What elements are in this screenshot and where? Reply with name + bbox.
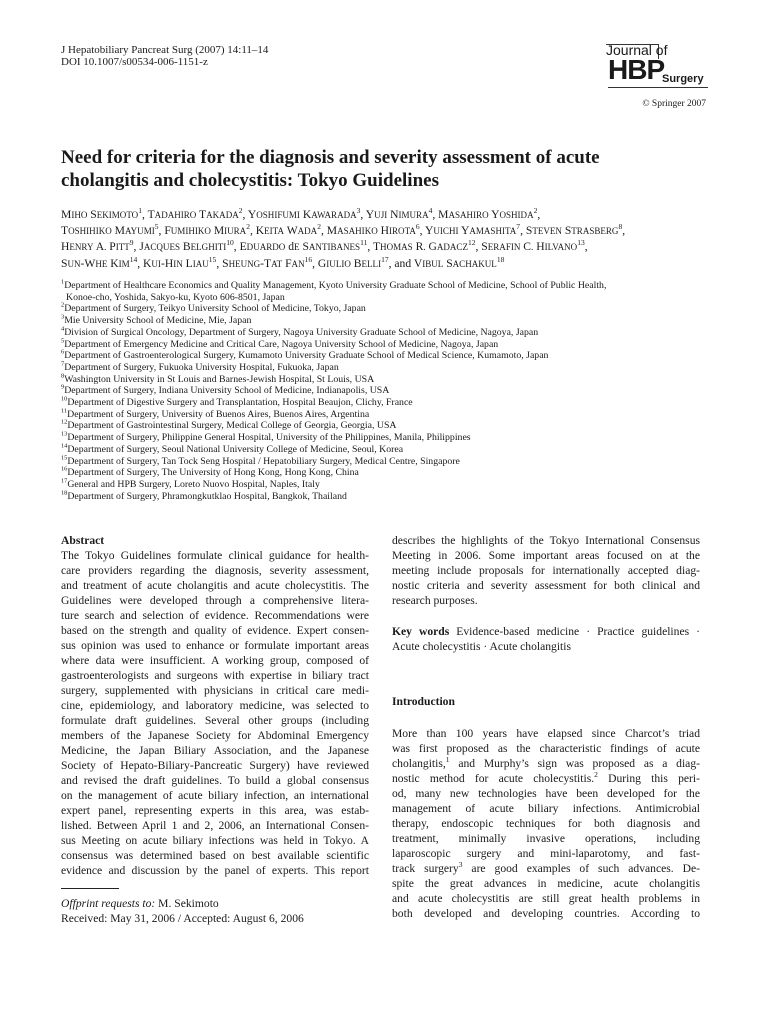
offprint-label: Offprint requests to: bbox=[61, 897, 156, 910]
author-affiliation-number: 15 bbox=[208, 254, 217, 264]
affiliation-number: 5 bbox=[61, 337, 65, 345]
text-line: cine, epidemiology, and laboratory medicine, was selected to bbox=[61, 699, 369, 712]
abstract-continued bbox=[392, 533, 700, 654]
affiliation-number: 3 bbox=[61, 313, 65, 321]
affiliation-number: 6 bbox=[61, 348, 65, 356]
affiliation-number: 18 bbox=[61, 489, 68, 497]
text-line: lished. Between April 1 and 2, 2006, an International Consen- bbox=[61, 819, 369, 832]
received-line: Received: May 31, 2006 / Accepted: August 6, 2006 bbox=[61, 912, 304, 925]
footnote bbox=[61, 896, 304, 926]
text-line: Meeting in 2006. Some important areas focused on at the bbox=[392, 549, 700, 562]
author-name: EDUARDO dE SANTIBANES$^{11}$ bbox=[239, 238, 368, 254]
journal-logo bbox=[606, 43, 706, 93]
text-line: treatment, minimally invasive operations, including bbox=[392, 832, 700, 845]
affiliation bbox=[61, 467, 721, 479]
keywords-line-2: Acute cholecystitis · Acute cholangitis bbox=[392, 640, 572, 653]
affiliation bbox=[61, 315, 721, 327]
logo-underline bbox=[608, 87, 708, 88]
author-affiliation-number: 6 bbox=[415, 222, 420, 232]
author-list bbox=[61, 207, 711, 272]
affiliation-number: 15 bbox=[61, 454, 68, 462]
author-affiliation-number: 5 bbox=[154, 222, 159, 232]
text-line: and treatment of acute cholangitis and acute cholecystitis. The bbox=[61, 579, 369, 592]
author-line: TOSHIHIKO MAYUMI$^5$, FUMIHIKO MIURA$^2$, KEITA WADA$^2$, MASAHIKO HIROTA$^6$, YUICHI YAMASHITA$^7$, STEVEN STRASBERG$^8$, bbox=[61, 222, 626, 238]
offprint-line bbox=[61, 896, 304, 911]
author-affiliation-number: 3 bbox=[356, 206, 361, 216]
logo-hbp: HBP bbox=[608, 54, 665, 85]
affiliation-text: Department of Surgery, Phramongkutklao Hospital, Bangkok, Thailand bbox=[67, 490, 347, 502]
affiliation-text: Department of Surgery, Tan Tock Seng Hospital / Hepatobiliary Surgery, Medical Centre, Singapore bbox=[67, 455, 460, 467]
author-line: HENRY A. PITT$^9$, JACQUES BELGHITI$^{10}$, EDUARDO dE SANTIBANES$^{11}$, THOMAS R. GADACZ$^{12}$, SERAFIN C. HILVANO$^{13}$, bbox=[61, 238, 588, 254]
affiliation-text: Mie University School of Medicine, Mie, Japan bbox=[64, 315, 252, 327]
author-name: STEVEN STRASBERG$^8$ bbox=[525, 222, 623, 238]
author-affiliation-number: 2 bbox=[317, 222, 321, 232]
text-line: describes the highlights of the Tokyo International Consensus bbox=[392, 534, 700, 547]
reference-number: 3 bbox=[458, 860, 463, 870]
keywords bbox=[392, 624, 700, 654]
text-line: nostic criteria and severity assessment for both clinical and bbox=[392, 579, 700, 592]
author-name: TADAHIRO TAKADA$^2$ bbox=[147, 206, 243, 221]
affiliation-text: Department of Surgery, Indiana University School of Medicine, Indianapolis, USA bbox=[64, 385, 390, 397]
reference-number: 2 bbox=[594, 770, 598, 780]
introduction-heading: Introduction bbox=[392, 695, 455, 708]
affiliation-text: Department of Emergency Medicine and Critical Care, Nagoya University School of Medicine, Nagoya, Japan bbox=[64, 338, 499, 350]
author-name: YUJI NIMURA$^4$ bbox=[365, 206, 433, 221]
author-affiliation-number: 2 bbox=[238, 206, 243, 216]
abstract-continued-body bbox=[392, 533, 700, 608]
affiliation-number: 14 bbox=[61, 442, 68, 450]
author-affiliation-number: 9 bbox=[129, 238, 134, 248]
author-name: KUI-HIN LIAU$^{15}$ bbox=[143, 254, 217, 270]
text-line: and acute cholecystitis are still great health problems in bbox=[392, 892, 700, 905]
author-name: YUICHI YAMASHITA$^7$ bbox=[425, 222, 521, 238]
affiliation bbox=[61, 409, 721, 421]
text-line: evidence and discussion by the panel of experts. This report bbox=[61, 864, 369, 877]
text-line: both developed and developing countries. According to bbox=[392, 907, 700, 920]
author-affiliation-number: 13 bbox=[577, 238, 585, 248]
author-affiliation-number: 16 bbox=[304, 254, 313, 264]
affiliation-number: 1 bbox=[61, 278, 65, 286]
affiliation-list bbox=[61, 280, 721, 502]
affiliation-number: 9 bbox=[61, 384, 65, 392]
author-affiliation-number: 1 bbox=[138, 206, 142, 216]
text-line: care providers regarding the diagnosis, severity assessment, bbox=[61, 564, 369, 577]
affiliation-number: 12 bbox=[61, 419, 68, 427]
affiliation-number: 10 bbox=[61, 395, 68, 403]
affiliation-number: 11 bbox=[61, 407, 68, 415]
affiliation bbox=[61, 362, 721, 374]
affiliation-text: Department of Surgery, University of Buenos Aires, Buenos Aires, Argentina bbox=[67, 408, 370, 420]
affiliation bbox=[61, 397, 721, 409]
text-line: was first proposed as the characteristic findings of acute bbox=[392, 742, 700, 755]
text-line: management of acute biliary infections. Antimicrobial bbox=[392, 802, 700, 815]
author-name: MASAHIRO YOSHIDA$^2$ bbox=[438, 206, 538, 221]
text-line: sus opinion was used to enhance or formulate important areas bbox=[61, 639, 369, 652]
citation: J Hepatobiliary Pancreat Surg (2007) 14:11–14 bbox=[61, 44, 269, 56]
author-name: THOMAS R. GADACZ$^{12}$ bbox=[372, 238, 476, 254]
keywords-line-1: Evidence-based medicine · Practice guidelines · bbox=[456, 625, 700, 638]
author-name: KEITA WADA$^2$ bbox=[255, 222, 321, 238]
author-affiliation-number: 14 bbox=[129, 254, 138, 264]
text-line: spite the great advances in medicine, acute cholangitis bbox=[392, 877, 700, 890]
text-line: Guidelines were developed through a comprehensive litera- bbox=[61, 594, 369, 607]
affiliation-number: 13 bbox=[61, 430, 68, 438]
author-name: HENRY A. PITT$^9$ bbox=[61, 238, 134, 254]
affiliation-text: Department of Healthcare Economics and Quality Management, Kyoto University Graduate School of Medicine, School of Public Health, bbox=[64, 280, 607, 291]
text-line: on the management of acute biliary infection, an international bbox=[61, 789, 369, 802]
introduction-body bbox=[392, 726, 700, 921]
text-line: and revised the draft guidelines. To build a global consensus bbox=[61, 774, 369, 787]
author-affiliation-number: 4 bbox=[428, 206, 433, 216]
text-line: More than 100 years have elapsed since Charcot’s triad bbox=[392, 727, 700, 740]
affiliation bbox=[61, 444, 721, 456]
keywords-label: Key words bbox=[392, 625, 450, 638]
copyright: © Springer 2007 bbox=[642, 99, 706, 109]
affiliation-text: Division of Surgical Oncology, Department of Surgery, Nagoya University Graduate School of Medicine, Nagoya, Japan bbox=[64, 326, 539, 338]
affiliation bbox=[61, 327, 721, 339]
affiliation bbox=[61, 303, 721, 315]
text-line: based on the strength and quality of evidence. Expert consen- bbox=[61, 624, 369, 637]
journal-header bbox=[61, 44, 268, 68]
author-affiliation-number: 2 bbox=[533, 206, 538, 216]
text-line: formulate draft guidelines. Several other groups (including bbox=[61, 714, 369, 727]
affiliation-text: Department of Surgery, Teikyo University School of Medicine, Tokyo, Japan bbox=[64, 303, 366, 315]
affiliation-text: Department of Surgery, The University of Hong Kong, Hong Kong, China bbox=[67, 467, 359, 479]
title-line-1: Need for criteria for the diagnosis and severity assessment of acute bbox=[61, 147, 600, 168]
affiliation-text: Department of Gastrointestinal Surgery, Medical College of Georgia, Georgia, USA bbox=[67, 420, 397, 432]
logo-surgery: Surgery bbox=[662, 73, 704, 85]
reference-number: 1 bbox=[445, 755, 450, 765]
affiliation-text: Washington University in St Louis and Barnes-Jewish Hospital, St Louis, USA bbox=[64, 373, 375, 385]
author-name: TOSHIHIKO MAYUMI$^5$ bbox=[61, 222, 159, 238]
text-line: meeting include proposals for internationally accepted diag- bbox=[392, 564, 700, 577]
affiliation-text: Department of Surgery, Fukuoka University Hospital, Fukuoka, Japan bbox=[64, 361, 339, 373]
affiliation bbox=[61, 479, 721, 491]
author-affiliation-number: 2 bbox=[246, 222, 250, 232]
affiliation-number: 16 bbox=[61, 465, 68, 473]
offprint-name: M. Sekimoto bbox=[158, 897, 219, 910]
affiliation-text: General and HPB Surgery, Loreto Nuovo Hospital, Naples, Italy bbox=[67, 478, 320, 490]
affiliation bbox=[61, 350, 721, 362]
author-name: JACQUES BELGHITI$^{10}$ bbox=[139, 238, 234, 254]
author-name: SERAFIN C. HILVANO$^{13}$ bbox=[481, 238, 585, 254]
affiliation bbox=[61, 374, 721, 386]
author-affiliation-number: 8 bbox=[618, 222, 623, 232]
author-name: SHEUNG-TAT FAN$^{16}$ bbox=[222, 254, 313, 270]
affiliation-text: Department of Gastroenterological Surgery, Kumamoto University Graduate School of Medical Science, Kumamoto, Japan bbox=[64, 350, 549, 362]
text-line: od, many new technologies have been developed for the bbox=[392, 787, 700, 800]
affiliation bbox=[61, 385, 721, 397]
affiliation bbox=[61, 420, 721, 432]
text-line: The Tokyo Guidelines formulate clinical guidance for health- bbox=[61, 549, 369, 562]
text-line: ture search and selection of evidence. Recommendations were bbox=[61, 609, 369, 622]
text-line: cholangitis,$^1$ and Murphy’s sign was proposed as a diag- bbox=[392, 755, 700, 770]
text-line: nostic method for acute cholecystitis.$^2$ During this peri- bbox=[392, 770, 700, 785]
abstract-section bbox=[61, 533, 369, 878]
abstract-body bbox=[61, 548, 369, 878]
text-line: Medicine, the Japan Biliary Association, and the Japanese bbox=[61, 744, 369, 757]
author-affiliation-number: 12 bbox=[467, 238, 476, 248]
affiliation bbox=[61, 432, 721, 444]
text-line: track surgery$^3$ are good examples of such advances. De- bbox=[392, 860, 700, 875]
author-name: SUN-WHE KIM$^{14}$ bbox=[61, 254, 138, 270]
abstract-heading: Abstract bbox=[61, 534, 105, 547]
footnote-rule bbox=[61, 888, 119, 889]
title-line-2: cholangitis and cholecystitis: Tokyo Guidelines bbox=[61, 170, 439, 191]
text-line: therapy, endoscopic techniques for both diagnosis and bbox=[392, 817, 700, 830]
affiliation bbox=[61, 456, 721, 468]
doi: DOI 10.1007/s00534-006-1151-z bbox=[61, 56, 208, 68]
text-line: research purposes. bbox=[392, 594, 478, 607]
text-line: where data were insufficient. A working group, composed of bbox=[61, 654, 369, 667]
article-title bbox=[61, 146, 711, 192]
author-name: MASAHIKO HIROTA$^6$ bbox=[326, 222, 420, 238]
author-name: VIBUL SACHAKUL$^{18}$ bbox=[413, 254, 505, 270]
text-line: surgery, supplemented with physicians in critical care medi- bbox=[61, 684, 369, 697]
affiliation-text: Department of Digestive Surgery and Transplantation, Hospital Beaujon, Clichy, France bbox=[67, 397, 413, 409]
affiliation-number: 8 bbox=[61, 372, 65, 380]
author-affiliation-number: 18 bbox=[496, 254, 505, 264]
affiliation-text: Department of Surgery, Philippine General Hospital, University of the Philippines, Manila, Philippines bbox=[67, 432, 471, 444]
logo-journal-of: Journal of bbox=[606, 42, 668, 58]
author-affiliation-number: 10 bbox=[226, 238, 234, 248]
author-name: FUMIHIKO MIURA$^2$ bbox=[164, 222, 250, 238]
affiliation-number: 4 bbox=[61, 325, 65, 333]
affiliation bbox=[61, 280, 721, 292]
author-affiliation-number: 11 bbox=[360, 238, 368, 248]
author-name: GIULIO BELLI$^{17}$ bbox=[317, 254, 389, 270]
text-line: members of the Japanese Society for Abdominal Emergency bbox=[61, 729, 369, 742]
affiliation-continued: Konoe-cho, Yoshida, Sakyo-ku, Kyoto 606-8501, Japan bbox=[66, 291, 285, 303]
author-affiliation-number: 7 bbox=[516, 222, 521, 232]
text-line: Society of Hepato-Biliary-Pancreatic Surgery) have reviewed bbox=[61, 759, 369, 772]
author-line: SUN-WHE KIM$^{14}$, KUI-HIN LIAU$^{15}$, SHEUNG-TAT FAN$^{16}$, GIULIO BELLI$^{17}$, and VIBUL SACHAKUL$^{18}$ bbox=[61, 254, 505, 270]
author-name: YOSHIFUMI KAWARADA$^3$ bbox=[247, 206, 361, 221]
affiliation bbox=[61, 491, 721, 503]
text-line: expert panel, representing experts in this area, was estab- bbox=[61, 804, 369, 817]
text-line: sus Meeting on acute biliary infections was held in Tokyo. A bbox=[61, 834, 369, 847]
author-affiliation-number: 17 bbox=[381, 254, 389, 264]
author-line: MIHO SEKIMOTO$^1$, TADAHIRO TAKADA$^2$, YOSHIFUMI KAWARADA$^3$, YUJI NIMURA$^4$, MASAHIRO YOSHIDA$^2$, bbox=[61, 206, 541, 221]
text-line: gastroenterologists and surgeons with expertise in biliary tract bbox=[61, 669, 369, 682]
affiliation bbox=[61, 339, 721, 351]
affiliation-number: 2 bbox=[61, 302, 65, 310]
text-line: consensus was determined based on best available scientific bbox=[61, 849, 369, 862]
affiliation-number: 17 bbox=[61, 477, 68, 485]
affiliation-number: 7 bbox=[61, 360, 65, 368]
author-name: MIHO SEKIMOTO$^1$ bbox=[61, 206, 142, 221]
text-line: laparoscopic surgery and mini-laparotomy, and fast- bbox=[392, 847, 700, 860]
affiliation-text: Department of Surgery, Seoul National University College of Medicine, Seoul, Korea bbox=[67, 443, 404, 455]
